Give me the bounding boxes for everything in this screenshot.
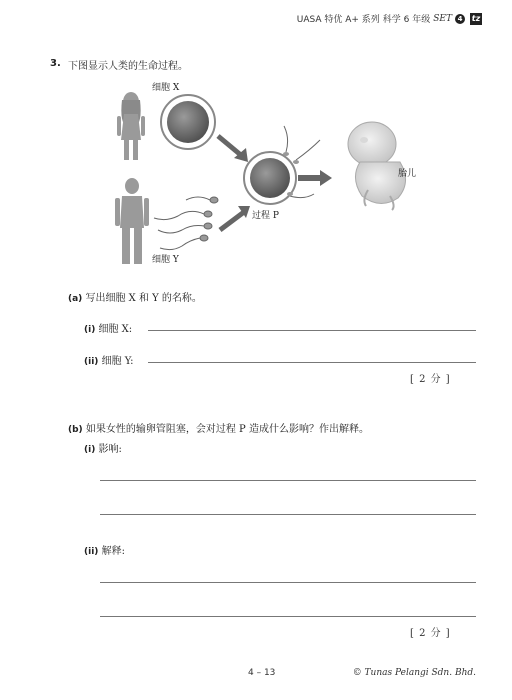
part-b-marks: [ 2 分 ] — [410, 628, 451, 639]
answer-line-cell-x[interactable] — [148, 330, 476, 331]
part-b-question — [68, 420, 369, 435]
page-number: 4 – 13 — [248, 668, 276, 678]
part-a-question — [68, 289, 202, 304]
part-b-i — [84, 440, 122, 455]
question-text: 下图显示人类的生命过程。 — [68, 61, 188, 72]
fetus-label: 胎儿 — [398, 169, 417, 179]
answer-line-effect-1[interactable] — [100, 480, 476, 481]
series-title: UASA 特优 A+ 系列 — [296, 15, 380, 25]
part-a-label: (a) — [68, 294, 83, 304]
subject-title: 科学 6 年级 — [382, 15, 431, 25]
set-number-badge: 4 — [455, 14, 465, 24]
question-number: 3. — [50, 58, 61, 69]
page-header — [297, 12, 482, 25]
egg-cell-x-icon — [161, 95, 215, 149]
cell-y-label: 细胞 Y — [152, 255, 179, 265]
answer-line-explain-1[interactable] — [100, 582, 476, 583]
part-a-ii — [84, 352, 134, 367]
arrow-sperm-to-zygote-icon — [220, 212, 244, 230]
part-a-marks: [ 2 分 ] — [410, 374, 451, 385]
answer-line-effect-2[interactable] — [100, 514, 476, 515]
part-b-ii-text: 解释: — [101, 546, 125, 557]
set-label: SET — [433, 13, 452, 24]
sperm-cells-y-icon — [154, 197, 218, 250]
cell-x-label: 细胞 X — [152, 83, 180, 93]
part-a-i-text: 细胞 X: — [98, 324, 133, 335]
arrow-egg-to-zygote-icon — [218, 136, 242, 156]
part-a-ii-label: (ii) — [84, 357, 99, 367]
answer-line-explain-2[interactable] — [100, 616, 476, 617]
part-a-ii-text: 细胞 Y: — [101, 356, 134, 367]
part-b-ii-label: (ii) — [84, 547, 99, 557]
fetus-icon — [348, 122, 406, 210]
zygote-icon — [244, 126, 320, 204]
part-a-i-label: (i) — [84, 325, 96, 335]
part-b-i-label: (i) — [84, 445, 96, 455]
answer-line-cell-y[interactable] — [148, 362, 476, 363]
process-p-label: 过程 P — [252, 211, 279, 221]
part-a-i — [84, 320, 132, 335]
life-process-diagram — [100, 78, 430, 278]
publisher-logo-icon: tz — [471, 13, 481, 23]
part-b-label: (b) — [68, 425, 83, 435]
copyright: © Tunas Pelangi Sdn. Bhd. — [352, 668, 476, 678]
part-a-text: 写出细胞 X 和 Y 的名称。 — [85, 293, 202, 304]
girl-silhouette-icon — [117, 92, 145, 160]
part-b-ii — [84, 542, 125, 557]
boy-silhouette-icon — [115, 178, 149, 264]
part-b-text: 如果女性的输卵管阻塞，会对过程 P 造成什么影响？作出解释。 — [85, 424, 369, 435]
part-b-i-text: 影响: — [98, 444, 122, 455]
